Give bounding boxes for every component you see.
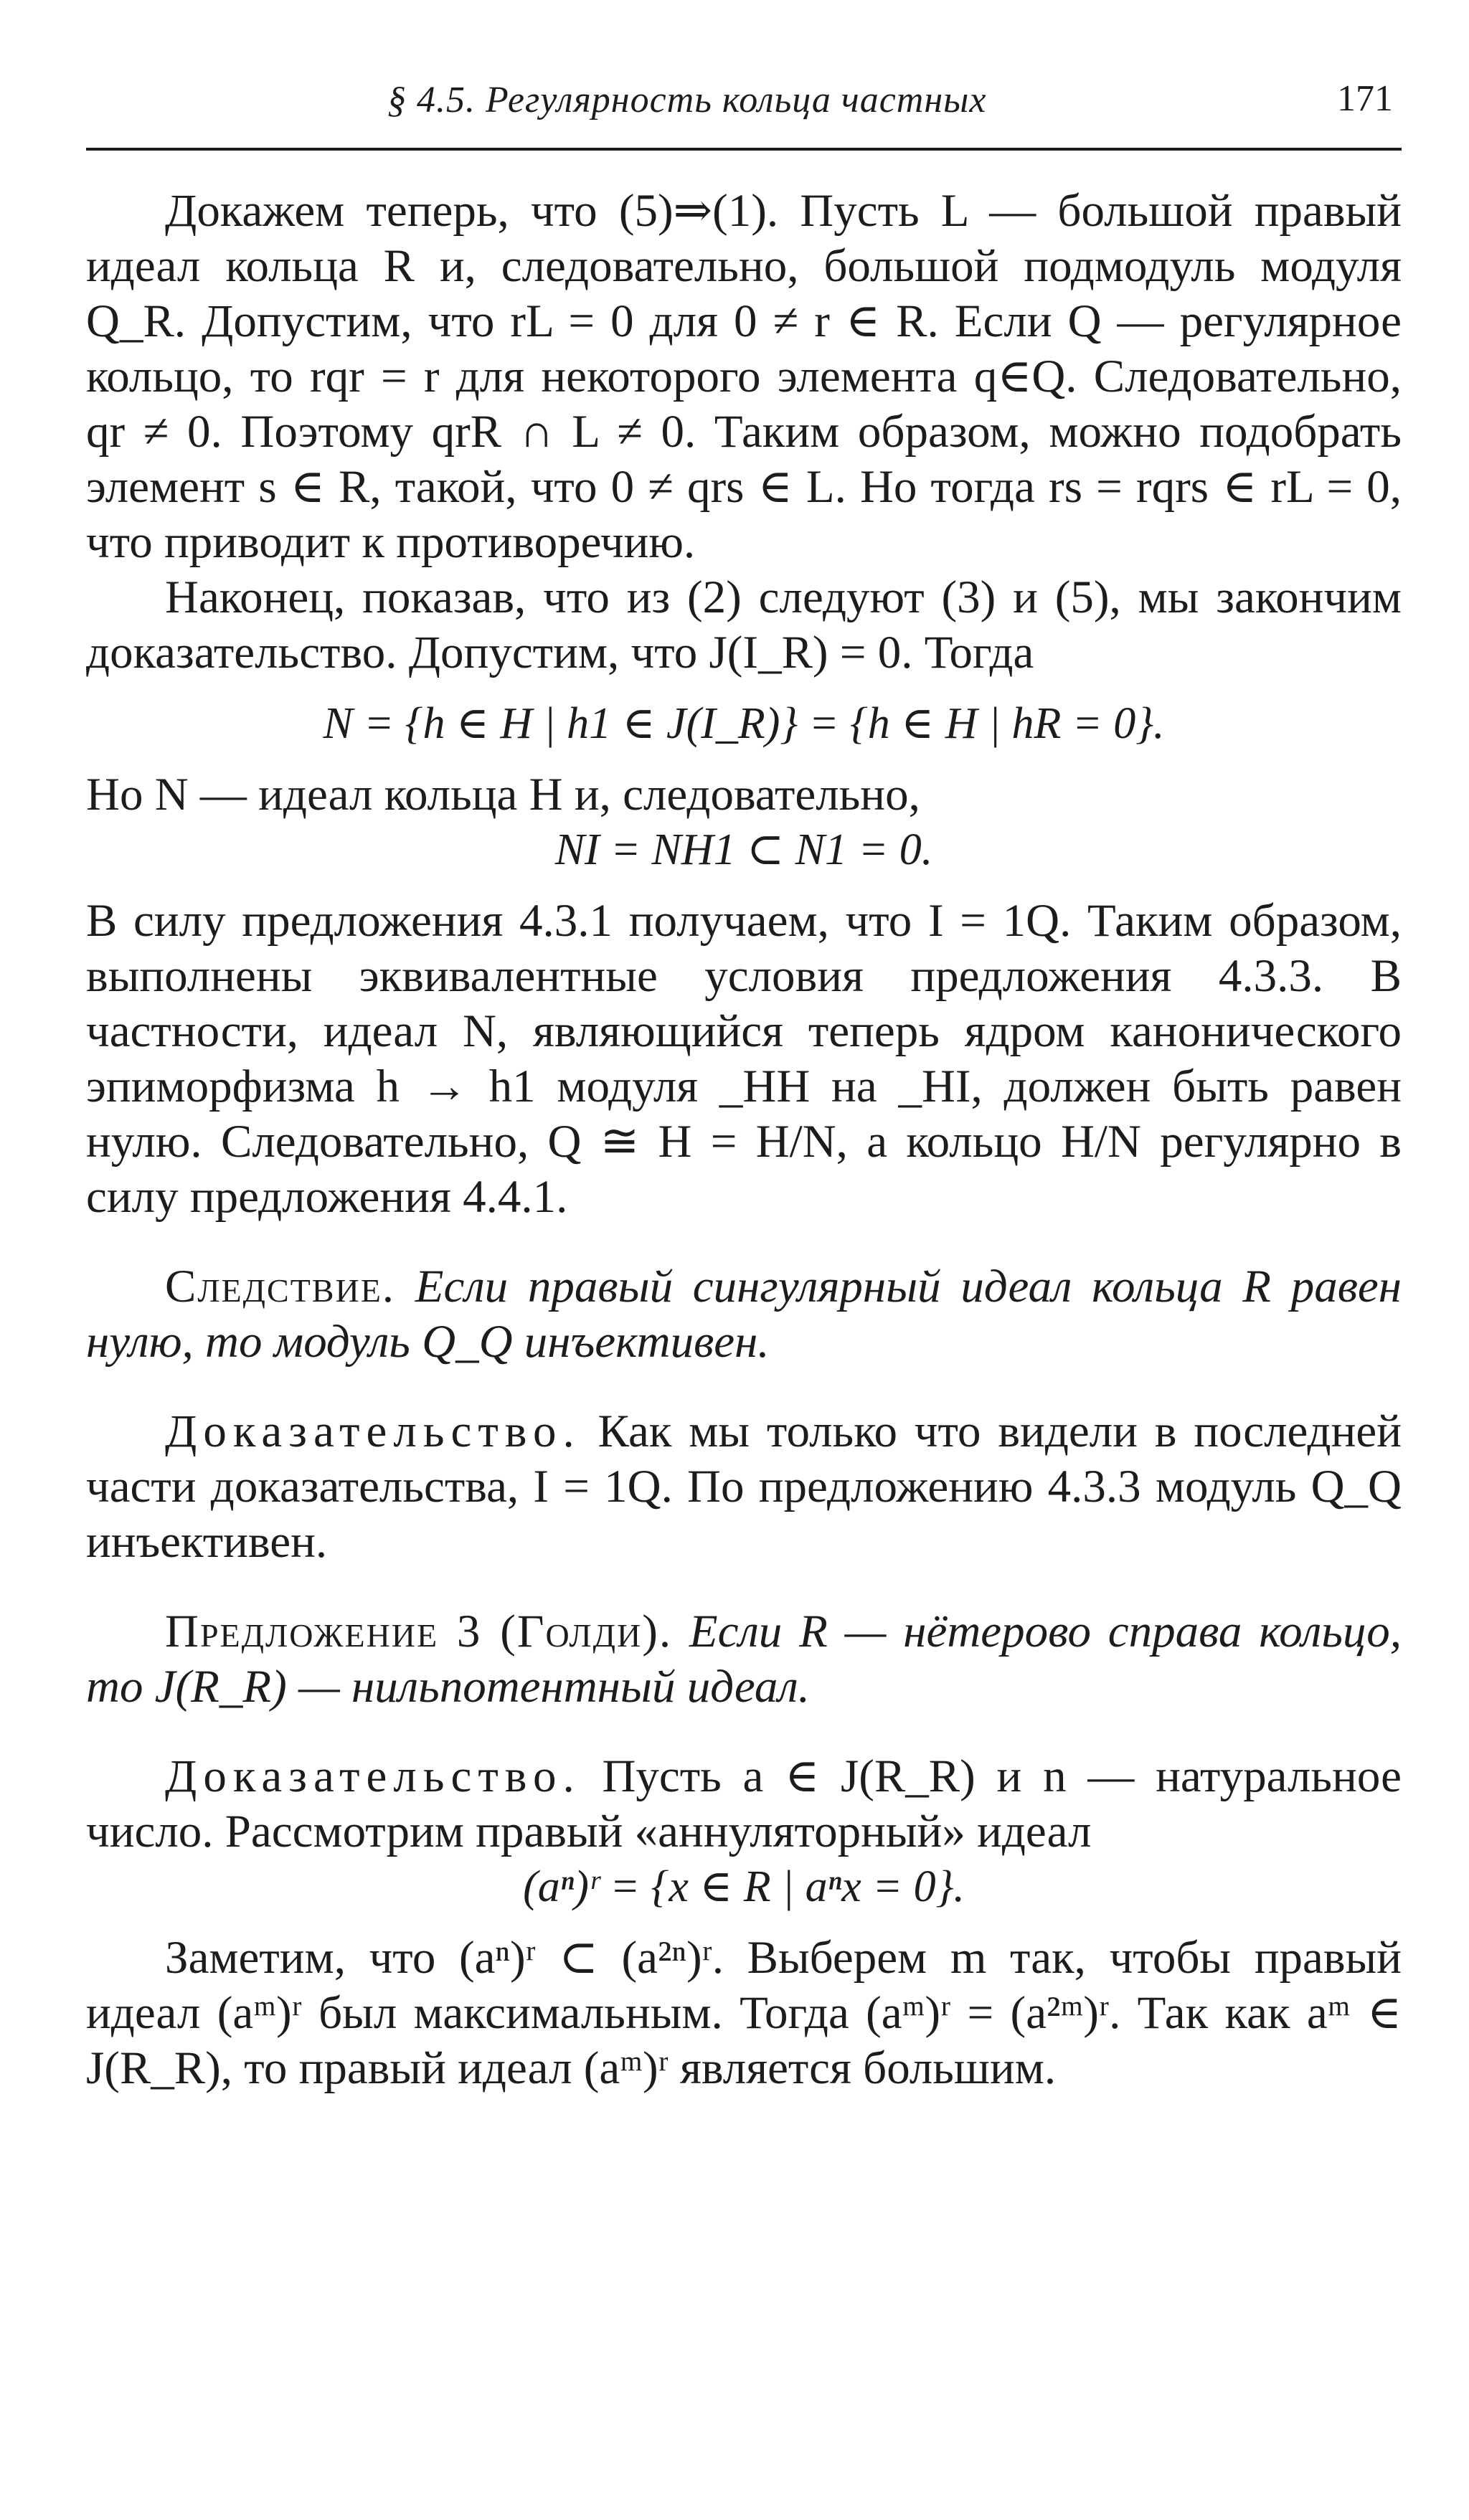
proof-heading: Доказательство. [165,1406,581,1457]
section-title: § 4.5. Регулярность кольца частных [387,80,987,120]
corollary-heading: Следствие. [165,1261,396,1312]
corollary [86,1259,1402,1370]
paragraph-regularity-conclusion: В силу предложения 4.3.1 получаем, что I = 1Q. Таким образом, выполнены эквивалентные условия предложения 4.3.3. В частности, идеал N, являющийся теперь ядром канонического эпиморфизма h → h1 модуля _HH на _HI, должен быть равен нулю. Следовательно, Q ≅ H = H/N, а кольцо H/N регулярно в силу предложения 4.4.1. [86,895,1402,1223]
proposition-proof [86,1749,1402,1860]
proof-text: Как мы только что видели в последней части доказательства, I = 1Q. По предложению 4.3.3 модуль Q_Q инъективен. [86,1406,1402,1568]
proposition-heading: Предложение 3 (Голди). [165,1606,673,1657]
proof-heading: Доказательство. [165,1751,581,1802]
page-body [86,184,1402,2096]
corollary-statement: Если правый сингулярный идеал кольца R равен нулю, то модуль Q_Q инъективен. [86,1261,1402,1368]
proof-text: Пусть a ∈ J(R_R) и n — натуральное число. Рассмотрим правый «аннуляторный» идеал [86,1751,1402,1857]
page-number: 171 [1337,78,1393,119]
proposition-3 [86,1604,1402,1715]
formula-ni-zero: NI = NH1 ⊂ N1 = 0. [554,825,933,874]
formula-n-definition: N = {h ∈ H | h1 ∈ J(I_R)} = {h ∈ H | hR = 0}. [323,699,1165,748]
formula-annihilator: (aⁿ)ʳ = {x ∈ R | aⁿx = 0}. [523,1862,965,1911]
paragraph-n-ideal: Но N — идеал кольца H и, следовательно, [86,769,920,820]
proposition-statement: Если R — нётерово справа кольцо, то J(R_R) — нильпотентный идеал. [86,1606,1402,1713]
paragraph-annihilator-chain: Заметим, что (aⁿ)ʳ ⊂ (a²ⁿ)ʳ. Выберем m так, чтобы правый идеал (aᵐ)ʳ был максимальным. Тогда (aᵐ)ʳ = (a²ᵐ)ʳ. Так как aᵐ ∈ J(R_R), то правый идеал (aᵐ)ʳ является большим. [86,1932,1402,2094]
paragraph-conclusion-intro: Наконец, показав, что из (2) следуют (3) и (5), мы закончим доказательство. Допустим, что J(I_R) = 0. Тогда [86,572,1402,678]
paragraph-proof-5-implies-1: Докажем теперь, что (5)⇒(1). Пусть L — большой правый идеал кольца R и, следовательно, большой подмодуль модуля Q_R. Допустим, что rL = 0 для 0 ≠ r ∈ R. Если Q — регулярное кольцо, то rqr = r для некоторого элемента q∈Q. Следовательно, qr ≠ 0. Поэтому qrR ∩ L ≠ 0. Таким образом, можно подобрать элемент s ∈ R, такой, что 0 ≠ qrs ∈ L. Но тогда rs = rqrs ∈ rL = 0, что приводит к противоречию. [86,185,1402,568]
running-header [86,69,1402,151]
corollary-proof [86,1404,1402,1570]
